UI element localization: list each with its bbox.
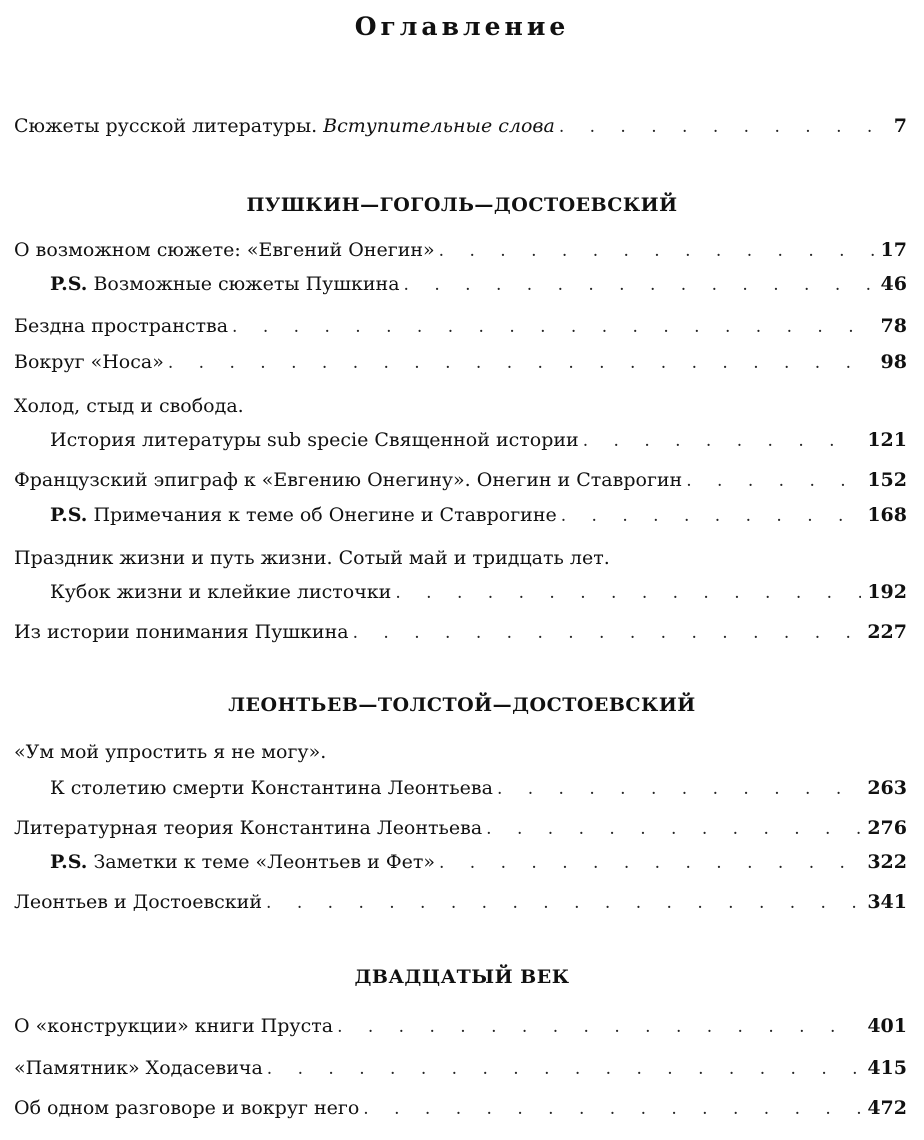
entry-title [50, 848, 435, 876]
dot-leader [561, 502, 862, 530]
entry-title: О «конструкции» книги Пруста [14, 1015, 334, 1037]
dot-leader [559, 113, 888, 141]
entry-title: Из истории понимания Пушкина [14, 621, 349, 643]
section-heading-twentieth-century: ДВАДЦАТЫЙ ВЕК [354, 966, 570, 988]
toc-entry[interactable] [50, 426, 907, 454]
entry-title: Французский эпиграф к «Евгению Онегину». Онегин и Ставрогин [14, 469, 683, 491]
entry-title-line1: «Ум мой упростить я не могу». [14, 741, 327, 763]
toc-entry-intro[interactable] [14, 112, 907, 140]
toc-entry[interactable] [14, 312, 907, 340]
page-number: 17 [880, 239, 907, 261]
entry-title-line1: Холод, стыд и свобода. [14, 395, 244, 417]
toc-entry-ps[interactable] [50, 501, 907, 529]
toc-entry[interactable] [14, 348, 907, 376]
dot-leader [353, 619, 862, 647]
entry-title-text: Возможные сюжеты Пушкина [93, 273, 400, 295]
toc-entry-ps[interactable] [50, 270, 907, 298]
dot-leader [337, 1013, 861, 1041]
toc-title: Оглавление [354, 12, 570, 41]
entry-title [50, 270, 400, 298]
page-number: 121 [867, 429, 907, 451]
dot-leader [404, 271, 875, 299]
dot-leader [266, 889, 861, 917]
page-number: 276 [867, 817, 907, 839]
dot-leader [497, 775, 861, 803]
page-number: 152 [867, 469, 907, 491]
entry-title: Кубок жизни и клейкие листочки [50, 581, 392, 603]
page-number: 78 [880, 315, 907, 337]
page-number: 401 [867, 1015, 907, 1037]
toc-entry[interactable] [14, 618, 907, 646]
toc-entry[interactable] [14, 466, 907, 494]
dot-leader [267, 1055, 862, 1083]
entry-title: Литературная теория Константина Леонтьева [14, 817, 483, 839]
page-number: 98 [880, 351, 907, 373]
toc-entry[interactable] [14, 1054, 907, 1082]
toc-entry[interactable] [50, 578, 907, 606]
entry-title: «Памятник» Ходасевича [14, 1057, 263, 1079]
page-number: 227 [867, 621, 907, 643]
ps-label: P.S. [50, 273, 88, 295]
entry-subtitle: Вступительные слова [323, 115, 555, 137]
page-number: 472 [867, 1097, 907, 1119]
page-number: 263 [867, 777, 907, 799]
dot-leader [395, 579, 861, 607]
section-heading-leontiev: ЛЕОНТЬЕВ—ТОЛСТОЙ—ДОСТОЕВСКИЙ [228, 694, 696, 716]
ps-label: P.S. [50, 504, 88, 526]
entry-title: Об одном разговоре и вокруг него [14, 1097, 360, 1119]
page-number: 192 [867, 581, 907, 603]
entry-title-text: Сюжеты русской литературы. [14, 115, 318, 137]
dot-leader [439, 237, 875, 265]
page-number: 341 [867, 891, 907, 913]
entry-title-text: Примечания к теме об Онегине и Ставрогине [93, 504, 557, 526]
entry-title: Бездна пространства [14, 315, 229, 337]
page-number: 7 [893, 115, 907, 137]
entry-title-text: Заметки к теме «Леонтьев и Фет» [93, 851, 435, 873]
dot-leader [363, 1095, 861, 1123]
entry-title: К столетию смерти Константина Леонтьева [50, 777, 493, 799]
entry-title: История литературы sub specie Священной истории [50, 429, 579, 451]
toc-entry[interactable] [50, 774, 907, 802]
dot-leader [232, 313, 875, 341]
dot-leader [168, 349, 875, 377]
toc-entry[interactable] [14, 888, 907, 916]
entry-title [50, 501, 557, 529]
dot-leader [686, 467, 861, 495]
entry-title: О возможном сюжете: «Евгений Онегин» [14, 239, 435, 261]
page-number: 415 [867, 1057, 907, 1079]
dot-leader [486, 815, 861, 843]
page-number: 168 [867, 504, 907, 526]
page-number: 322 [867, 851, 907, 873]
entry-title [14, 112, 555, 140]
entry-title-line1: Праздник жизни и путь жизни. Сотый май и тридцать лет. [14, 547, 610, 569]
toc-entry[interactable] [14, 1012, 907, 1040]
dot-leader [583, 427, 862, 455]
toc-entry[interactable] [14, 814, 907, 842]
entry-title: Леонтьев и Достоевский [14, 891, 263, 913]
page-number: 46 [880, 273, 907, 295]
dot-leader [439, 849, 861, 877]
entry-title: Вокруг «Носа» [14, 351, 164, 373]
section-heading-pushkin: ПУШКИН—ГОГОЛЬ—ДОСТОЕВСКИЙ [246, 194, 678, 216]
toc-entry[interactable] [14, 1094, 907, 1122]
toc-entry-ps[interactable] [50, 848, 907, 876]
ps-label: P.S. [50, 851, 88, 873]
toc-entry[interactable] [14, 236, 907, 264]
